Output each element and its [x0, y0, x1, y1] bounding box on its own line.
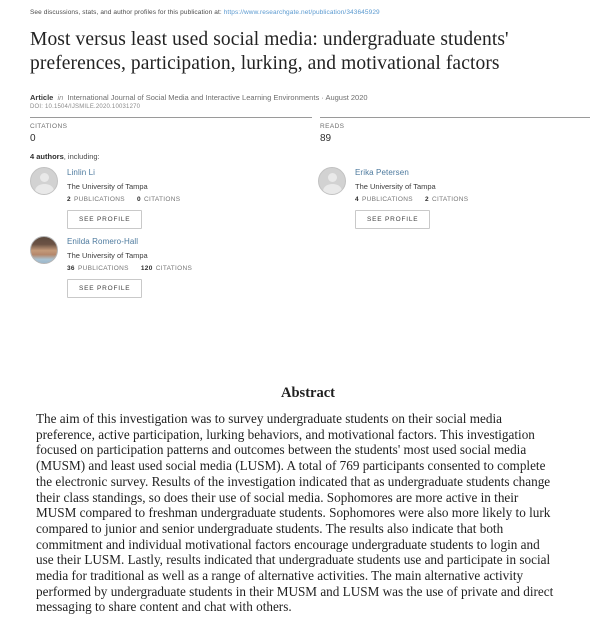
in-word: in — [57, 93, 64, 102]
citations-label: CITATIONS — [30, 123, 68, 130]
author-info — [67, 167, 180, 229]
author-stats — [67, 265, 192, 272]
notice-text: See discussions, stats, and author profiles for this publication at: — [30, 9, 224, 16]
author-affiliation: The University of Tampa — [67, 182, 148, 191]
publications-count: 36 — [67, 265, 75, 272]
author-info — [67, 236, 192, 298]
reads-label: READS — [320, 123, 345, 130]
author-name-link[interactable]: Linlin Li — [67, 168, 96, 177]
author-avatar-photo[interactable] — [30, 236, 58, 264]
publications-label: PUBLICATIONS — [77, 265, 129, 272]
page-title: Most versus least used social media: undergraduate students' preferences, participation, lurking, and motivational factors — [30, 29, 509, 74]
abstract-heading: Abstract — [281, 385, 335, 401]
citations-label: CITATIONS — [143, 196, 181, 203]
author-name-link[interactable]: Erika Petersen — [355, 168, 409, 177]
publications-count: 4 — [355, 196, 359, 203]
author-card — [318, 167, 603, 229]
publications-label: PUBLICATIONS — [362, 196, 413, 203]
author-affiliation: The University of Tampa — [67, 251, 148, 260]
reads-value: 89 — [320, 133, 332, 144]
citations-label: CITATIONS — [431, 196, 469, 203]
author-info — [355, 167, 468, 229]
article-meta-line — [30, 93, 368, 102]
citations-stat — [30, 117, 312, 144]
article-type-label: Article — [30, 93, 54, 102]
reads-stat — [320, 117, 590, 144]
author-name-link[interactable]: Enilda Romero-Hall — [67, 237, 139, 246]
citations-count: 120 — [140, 265, 153, 272]
publication-link[interactable]: https://www.researchgate.net/publication/343645929 — [223, 9, 380, 16]
author-avatar-placeholder-icon[interactable] — [318, 167, 346, 195]
see-profile-button[interactable]: SEE PROFILE — [355, 210, 430, 229]
author-avatar-placeholder-icon[interactable] — [30, 167, 58, 195]
author-stats — [355, 196, 468, 203]
journal-name: International Journal of Social Media and Interactive Learning Environments · August 2020 — [67, 93, 368, 102]
citations-label: CITATIONS — [155, 265, 193, 272]
publications-label: PUBLICATIONS — [74, 196, 125, 203]
author-affiliation: The University of Tampa — [355, 182, 436, 191]
author-stats — [67, 196, 180, 203]
abstract-text: The aim of this investigation was to survey undergraduate students on their social media preference, active participation, lurking behaviors, and motivational factors. This investigation focused on participation patterns and outcomes between the students' most used social media (MUSM) and least used social media (LUSM). A total of 769 participants consented to complete the electronic survey. Results of the investigation indicated that as undergraduate students change their class standings, so does their use of social media. Sophomores are more active in their MUSM compared to freshman undergraduate students. Sophomores were also more likely to lurk compared to junior and senior undergraduate students. The results also indicate that both commitment and individual motivational factors encourage undergraduate students to login and use their LUSM. Lastly, results indicated that undergraduate students use and participate in social media for traditional as well as a range of alternative activities. The main alternative activity performed by undergraduate students in their MUSM and LUSM was the use of private and direct messaging to share content and chat with others. — [36, 411, 554, 615]
author-card — [30, 167, 315, 229]
see-profile-button[interactable]: SEE PROFILE — [67, 210, 142, 229]
doi-line: DOI: 10.1504/IJSMILE.2020.10031270 — [30, 104, 141, 110]
publications-count: 2 — [67, 196, 71, 203]
citations-value: 0 — [30, 133, 36, 144]
see-profile-button[interactable]: SEE PROFILE — [67, 279, 142, 298]
authors-intro — [30, 152, 100, 161]
authors-count: 4 authors — [30, 152, 64, 161]
publication-notice — [30, 9, 590, 16]
author-card — [30, 236, 315, 298]
citations-count: 0 — [136, 196, 141, 203]
authors-intro-rest: , including: — [63, 152, 100, 161]
citations-count: 2 — [424, 196, 429, 203]
